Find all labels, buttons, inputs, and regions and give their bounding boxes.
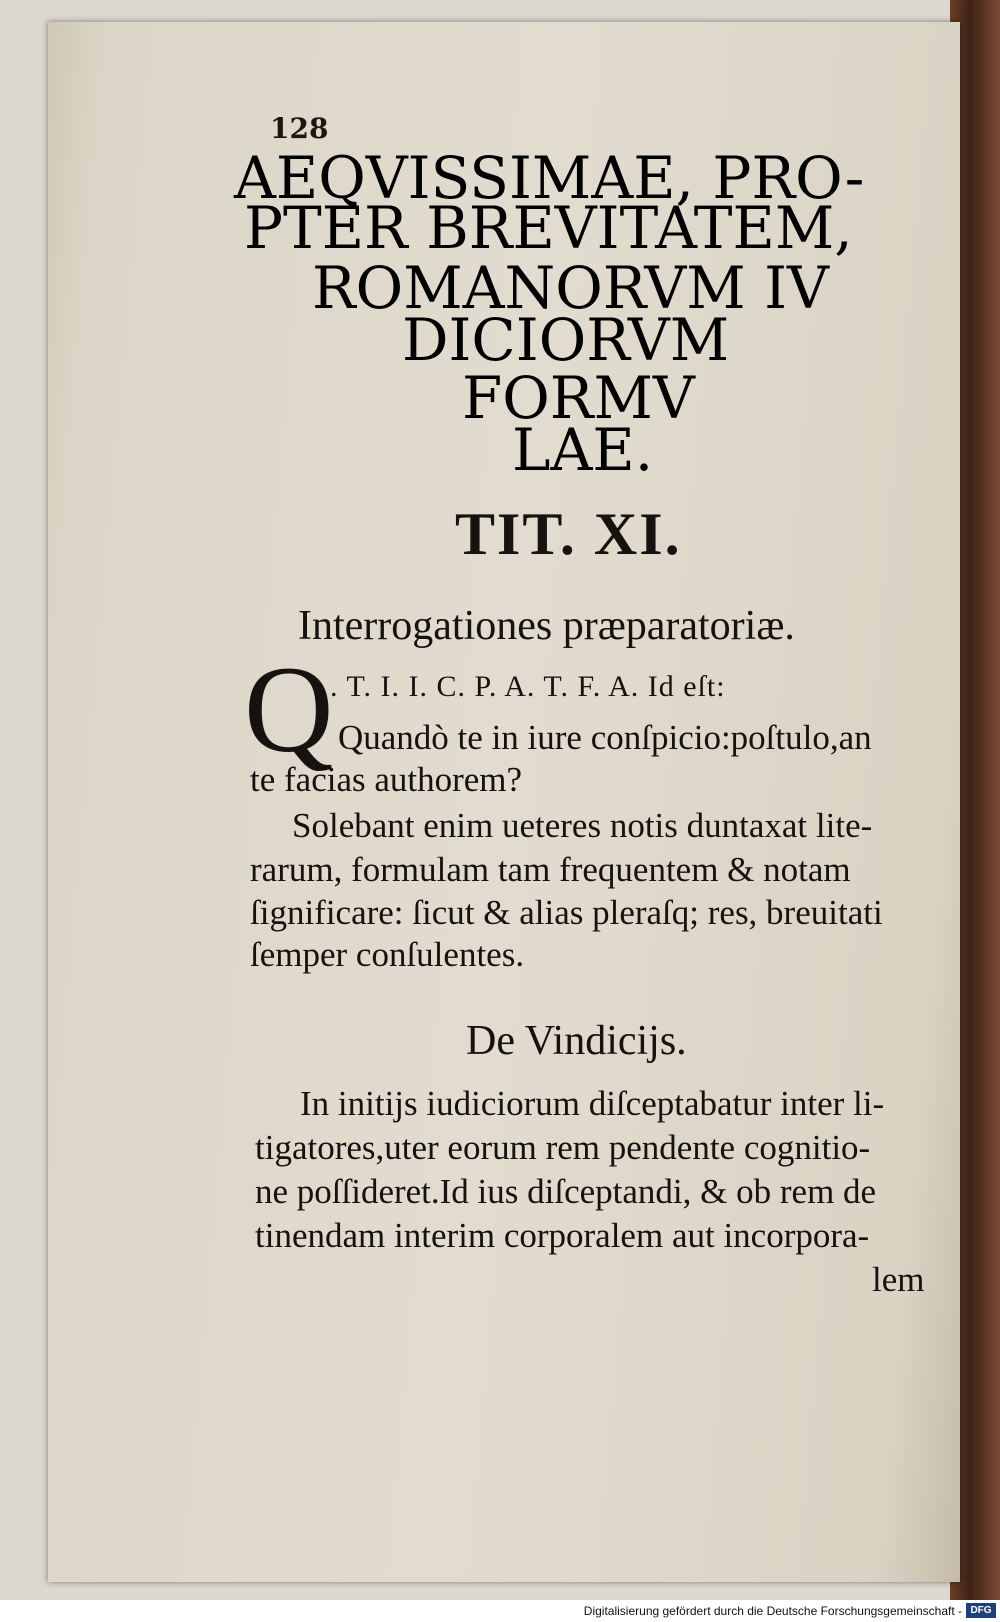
dfg-logo: DFG — [966, 1603, 996, 1618]
heading-interrogationes: Interrogationes præparatoriæ. — [298, 603, 795, 649]
title-line-2: PTER BREVITATEM, — [244, 194, 853, 262]
page-number: 128 — [270, 112, 329, 145]
paragraph-line: tinendam interim corporalem aut incorpora- — [255, 1216, 870, 1255]
title-line-5: FORMV — [462, 364, 695, 432]
paragraph-line: Quandò te in iure conſpicio:poſtulo,an — [338, 718, 872, 757]
title-line-4: DICIORVM — [402, 306, 730, 374]
paragraph-line: ſemper conſulentes. — [250, 935, 525, 974]
paragraph-line: lem — [872, 1260, 925, 1299]
abbreviation-line: . T. I. I. C. P. A. T. F. A. Id eſt: — [330, 670, 726, 703]
paragraph-line: tigatores,uter eorum rem pendente cognitio- — [255, 1128, 871, 1167]
paragraph-line: ſignificare: ſicut & alias pleraſq; res, breuitati — [250, 893, 883, 932]
heading-de-vindiciis: De Vindicijs. — [466, 1018, 687, 1064]
title-line-1: AEQVISSIMAE, PRO- — [234, 144, 865, 212]
digitization-credit: Digitalisierung gefördert durch die Deutsche Forschungsgemeinschaft - — [583, 1604, 962, 1618]
paragraph-line: te facias authorem? — [250, 760, 523, 799]
paragraph-line: rarum, formulam tam frequentem & notam — [250, 850, 851, 889]
paragraph-line: In initijs iudiciorum diſceptabatur inter li- — [300, 1084, 885, 1123]
section-title: TIT. XI. — [455, 501, 682, 567]
drop-cap: Q — [244, 641, 334, 778]
title-line-6: LAE. — [512, 416, 654, 484]
paragraph-line: ne poſſideret.Id ius diſceptandi, & ob rem de — [255, 1172, 877, 1211]
paragraph-line: Solebant enim ueteres notis duntaxat lite- — [292, 806, 873, 845]
title-line-3: ROMANORVM IV — [312, 254, 829, 322]
